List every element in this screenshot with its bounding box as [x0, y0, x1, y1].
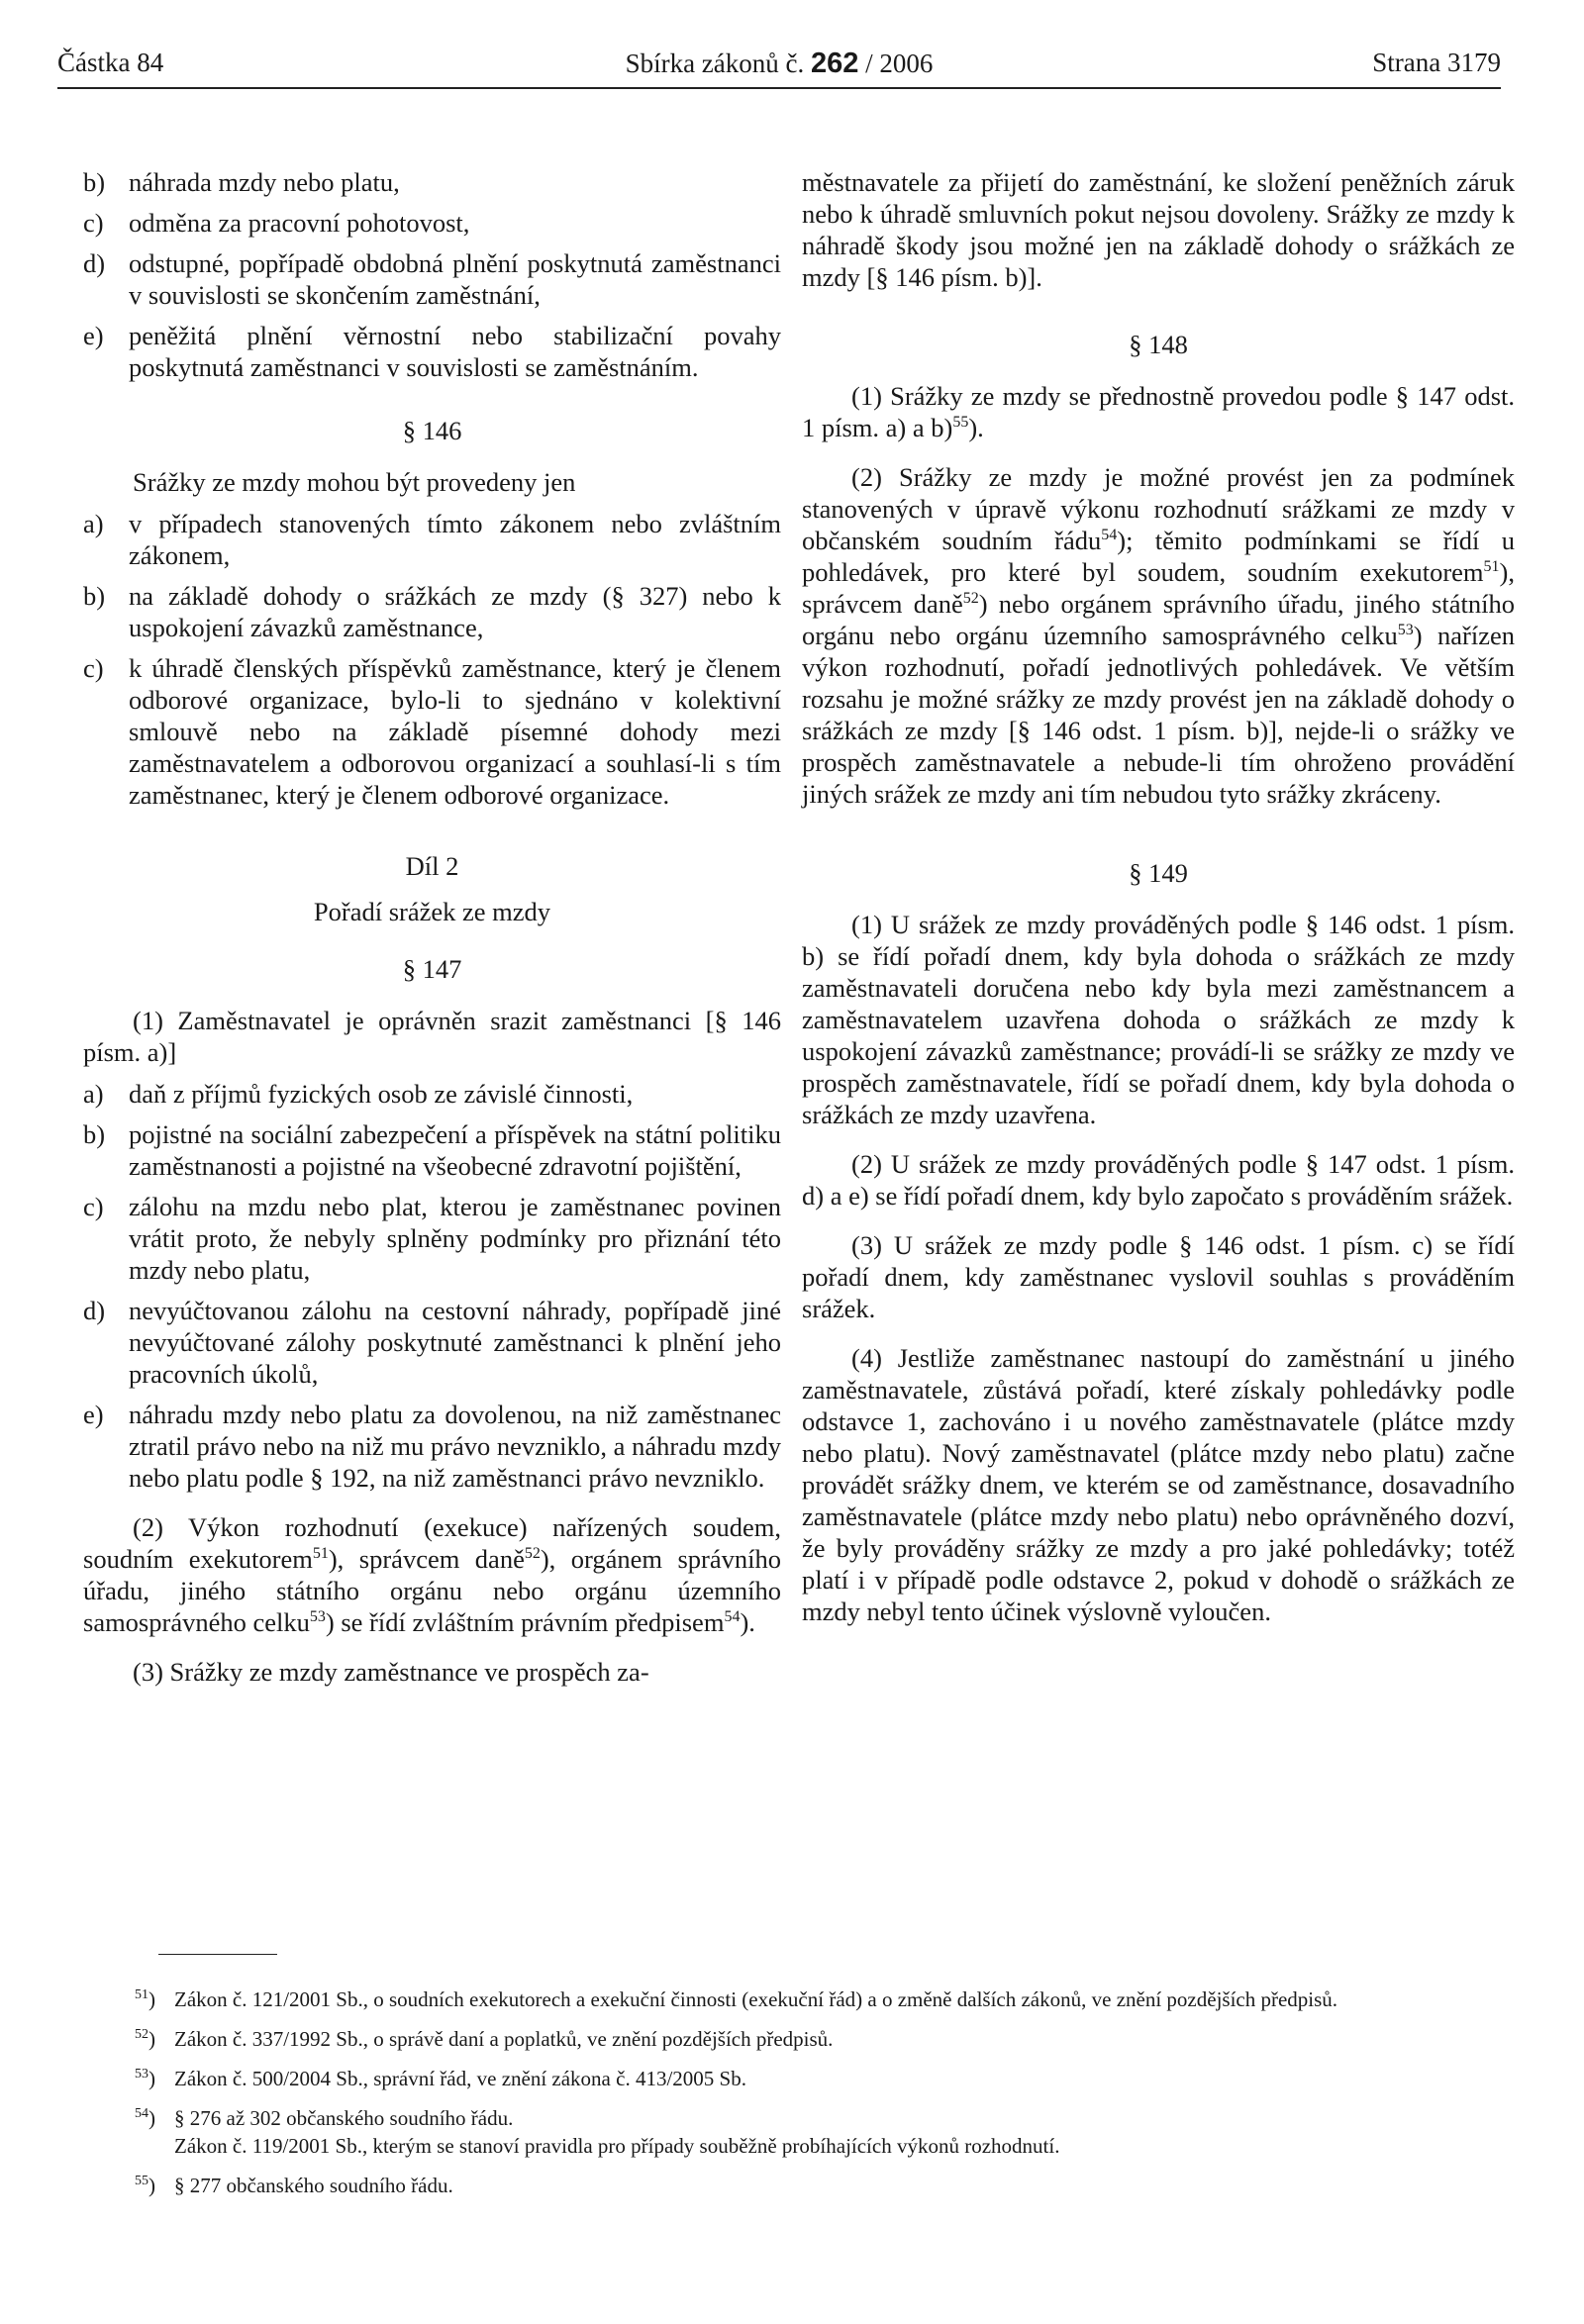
section-heading-149: § 149 — [1129, 858, 1188, 888]
item-text: pojistné na sociální zabezpečení a příspěvek na státní politiku zaměstnanosti a pojistné na všeobecné zdravotní pojištění, — [129, 1119, 781, 1181]
list-item — [83, 580, 781, 643]
text-run: ), orgánem správního úřadu, jiného státního orgánu nebo orgánu územního samosprávného celku — [83, 1544, 782, 1637]
item-label: d) — [83, 248, 106, 278]
footnote-ref: 52 — [524, 1545, 541, 1562]
left-column — [83, 166, 781, 1705]
header-page-number: Strana 3179 — [1372, 48, 1501, 77]
list-item — [83, 320, 781, 383]
footnote-number-value: 54 — [135, 2106, 148, 2121]
item-label: b) — [83, 581, 106, 611]
footnote-ref: 55 — [952, 414, 969, 431]
footnote-number: $^{54}$) — [135, 2106, 155, 2130]
s149-paragraph-4: (4) Jestliže zaměstnanec nastoupí do zaměstnání u jiného zaměstnavatele, zůstává pořadí, které získaly pohledávky podle odstavce 1, zachováno i u nového zaměstnavatele (plátce mzdy nebo platu). Nový zaměstnavatel (plátce mzdy nebo platu) začne provádět srážky dnem, ve kterém se od zaměstnance, dosavadního zaměstnavatele (plátce mzdy nebo platu) nebo oprávněného dozví, že byly prováděny srážky ze mzdy a pro jaké pohledávky; totéž platí i v případě podle odstavce 2, pokud v dohodě o srážkách ze mzdy nebyl tento účinek výslovně vyloučen. — [802, 1343, 1515, 1626]
item-text: na základě dohody o srážkách ze mzdy (§ 327) nebo k uspokojení závazků zaměstnance, — [129, 581, 781, 642]
footnote-number-value: 51 — [135, 1987, 148, 2002]
list-item — [83, 207, 781, 239]
footnotes — [135, 1985, 1521, 2211]
footnote-number: $^{51}$) — [135, 1987, 155, 2011]
item-text: v případech stanovených tímto zákonem nebo zvláštním zákonem, — [129, 509, 781, 570]
footnote-ref: 53 — [1397, 622, 1414, 638]
item-label: e) — [83, 1400, 104, 1429]
part-heading: Díl 2 — [405, 851, 459, 881]
item-label: a) — [83, 509, 104, 538]
footnote-number: $^{55}$) — [135, 2174, 155, 2197]
footnote — [135, 2172, 1521, 2199]
item-label: c) — [83, 653, 104, 683]
item-text: k úhradě členských příspěvků zaměstnance, který je členem odborové organizace, bylo-li to sjednáno v kolektivní smlouvě nebo na základě písemné dohody mezi zaměstnavatelem a odborovou organizací a souhlasí-li s tím zaměstnanec, který je členem odborové organizace. — [129, 653, 781, 810]
footnote-text: § 276 až 302 občanského soudního řádu. — [174, 2106, 514, 2130]
footnote-rule — [158, 1954, 277, 1955]
footnote-number: $^{52}$) — [135, 2027, 155, 2051]
text-run: (2) Srážky ze mzdy je možné provést jen za podmínek stanovených v úpravě výkonu rozhodnutí srážkami ze mzdy v občanském soudním řádu — [802, 462, 1515, 555]
text-run: (2) Výkon rozhodnutí (exekuce) nařízených soudem, soudním exekutorem — [83, 1512, 781, 1574]
header-collection-number: 262 — [811, 48, 859, 79]
section-heading-147: § 147 — [402, 954, 462, 984]
item-label: e) — [83, 321, 104, 350]
footnote-ref: 51 — [312, 1545, 329, 1562]
list-item — [83, 166, 781, 198]
item-text: odměna za pracovní pohotovost, — [129, 208, 470, 238]
footnote-text-line-2: Zákon č. 119/2001 Sb., kterým se stanoví pravidla pro případy souběžně probíhajících výkonů rozhodnutí. — [174, 2134, 1060, 2158]
footnote-number-value: 52 — [135, 2027, 148, 2042]
s149-paragraph-3: (3) U srážek ze mzdy podle § 146 odst. 1 písm. c) se řídí pořadí dnem, kdy zaměstnanec vyslovil souhlas s prováděním srážek. — [802, 1230, 1515, 1323]
item-text: náhrada mzdy nebo platu, — [129, 167, 400, 197]
footnote — [135, 2104, 1521, 2160]
footnote-ref: 52 — [962, 590, 979, 607]
header-collection — [57, 48, 1501, 80]
part-title: Pořadí srážek ze mzdy — [313, 897, 551, 926]
item-label: a) — [83, 1079, 104, 1109]
footnote-number-value: 53 — [135, 2067, 148, 2082]
s149-paragraph-2: (2) U srážek ze mzdy prováděných podle § 147 odst. 1 písm. d) a e) se řídí pořadí dnem, kdy bylo započato s prováděním srážek. — [802, 1149, 1515, 1210]
footnote-ref: 51 — [1483, 558, 1500, 575]
s147-paragraph-2 — [83, 1511, 781, 1638]
item-label: c) — [83, 208, 104, 238]
item-text: peněžitá plnění věrnostní nebo stabilizační povahy poskytnutá zaměstnanci v souvislosti se zaměstnáním. — [129, 321, 781, 382]
text-run: (1) Srážky ze mzdy se přednostně provedou podle § 147 odst. 1 písm. a) a b) — [802, 381, 1515, 442]
right-column — [802, 166, 1515, 1645]
footnote-text: Zákon č. 337/1992 Sb., o správě daní a poplatků, ve znění pozdějších předpisů. — [174, 2027, 834, 2051]
item-label: b) — [83, 167, 106, 197]
s146-intro: Srážky ze mzdy mohou být provedeny jen — [133, 467, 576, 497]
footnote-ref: 53 — [309, 1608, 326, 1625]
item-label: d) — [83, 1296, 106, 1325]
text-run: ). — [968, 413, 984, 442]
footnote-text: Zákon č. 500/2004 Sb., správní řád, ve znění zákona č. 413/2005 Sb. — [174, 2067, 746, 2090]
footnote — [135, 1985, 1521, 2013]
text-run: ). — [740, 1607, 755, 1637]
footnote-number-value: 55 — [135, 2174, 148, 2188]
footnote-text: § 277 občanského soudního řádu. — [174, 2174, 453, 2197]
list-item — [83, 1399, 781, 1494]
list-item — [83, 1191, 781, 1286]
item-label: b) — [83, 1119, 106, 1149]
item-text: náhradu mzdy nebo platu za dovolenou, na niž zaměstnanec ztratil právo nebo na niž mu právo nevzniklo, a náhradu mzdy nebo platu podle § 192, na niž zaměstnanci právo nevzniklo. — [129, 1400, 781, 1493]
s148-paragraph-2 — [802, 461, 1515, 810]
s147-paragraph-3-continued: městnavatele za přijetí do zaměstnání, ke složení peněžních záruk nebo k úhradě smluvních pokut nejsou dovoleny. Srážky ze mzdy k náhradě škody jsou možné jen na základě dohody o srážkách ze mzdy [§ 146 písm. b)]. — [802, 167, 1515, 292]
text-run: ), správcem daně — [328, 1544, 525, 1574]
footnote-ref: 54 — [1101, 527, 1118, 543]
footnote — [135, 2065, 1521, 2092]
text-run: ) nařízen výkon rozhodnutí, pořadí jednotlivých pohledávek. Ve větším rozsahu je možné srážky ze mzdy provést jen na základě dohody o srážkách ze mzdy [§ 146 odst. 1 písm. b)], nejde-li o srážky ve prospěch zaměstnavatele a nebude-li tím ohroženo provádění jiných srážek ze mzdy ani tím nebudou tyto srážky zkráceny. — [802, 621, 1515, 809]
list-item — [83, 508, 781, 571]
text-run: ); těmito podmínkami se řídí u pohledávek, pro které byl soudem, soudním exekutorem — [802, 526, 1515, 587]
footnote-ref: 54 — [724, 1608, 741, 1625]
s148-paragraph-1 — [802, 380, 1515, 443]
s147-paragraph-3-start: (3) Srážky ze mzdy zaměstnance ve prospěch za- — [133, 1657, 649, 1687]
header-collection-prefix: Sbírka zákonů č. — [625, 48, 805, 78]
s145-items — [83, 166, 781, 383]
section-heading-146: § 146 — [402, 416, 462, 445]
page-header — [57, 48, 1501, 87]
list-item — [83, 247, 781, 311]
item-text: nevyúčtovanou zálohu na cestovní náhrady, popřípadě jiné nevyúčtované zálohy poskytnuté zaměstnanci k plnění jeho pracovních úkolů, — [129, 1296, 781, 1389]
list-item — [83, 652, 781, 811]
item-text: odstupné, popřípadě obdobná plnění poskytnutá zaměstnanci v souvislosti se skončením zaměstnání, — [129, 248, 781, 310]
header-part: Částka 84 — [57, 48, 164, 77]
list-item — [83, 1118, 781, 1182]
item-label: c) — [83, 1192, 104, 1221]
header-rule — [57, 87, 1501, 89]
footnote — [135, 2025, 1521, 2053]
item-text: daň z příjmů fyzických osob ze závislé činnosti, — [129, 1079, 634, 1109]
footnote-text-group — [174, 2104, 1521, 2160]
footnote-number: $^{53}$) — [135, 2067, 155, 2090]
section-heading-148: § 148 — [1129, 330, 1188, 359]
header-collection-year: / 2006 — [865, 48, 934, 78]
text-run: ), správcem daně — [802, 557, 1515, 619]
item-text: zálohu na mzdu nebo plat, kterou je zaměstnanec povinen vrátit proto, že nebyly splněny podmínky pro přiznání této mzdy nebo platu, — [129, 1192, 781, 1285]
s147-paragraph-1: (1) Zaměstnavatel je oprávněn srazit zaměstnanci [§ 146 písm. a)] — [83, 1006, 781, 1067]
footnote-text: Zákon č. 121/2001 Sb., o soudních exekutorech a exekuční činnosti (exekuční řád) a o změně dalších zákonů, ve znění pozdějších předpisů. — [174, 1987, 1338, 2011]
s149-paragraph-1: (1) U srážek ze mzdy prováděných podle § 146 odst. 1 písm. b) se řídí pořadí dnem, kdy byla dohoda o srážkách ze mzdy zaměstnavateli doručena nebo kdy byla mezi zaměstnancem a zaměstnavatelem uzavřena dohoda o srážkách ze mzdy k uspokojení závazků zaměstnance; provádí-li se srážky ze mzdy ve prospěch zaměstnavatele, řídí se pořadí dnem, kdy byla dohoda o srážkách ze mzdy uzavřena. — [802, 910, 1515, 1129]
list-item — [83, 1295, 781, 1390]
text-run: ) se řídí zvláštním právním předpisem — [325, 1607, 725, 1637]
text-run: ) nebo orgánem správního úřadu, jiného státního orgánu nebo orgánu územního samosprávného celku — [802, 589, 1516, 650]
list-item — [83, 1078, 781, 1110]
